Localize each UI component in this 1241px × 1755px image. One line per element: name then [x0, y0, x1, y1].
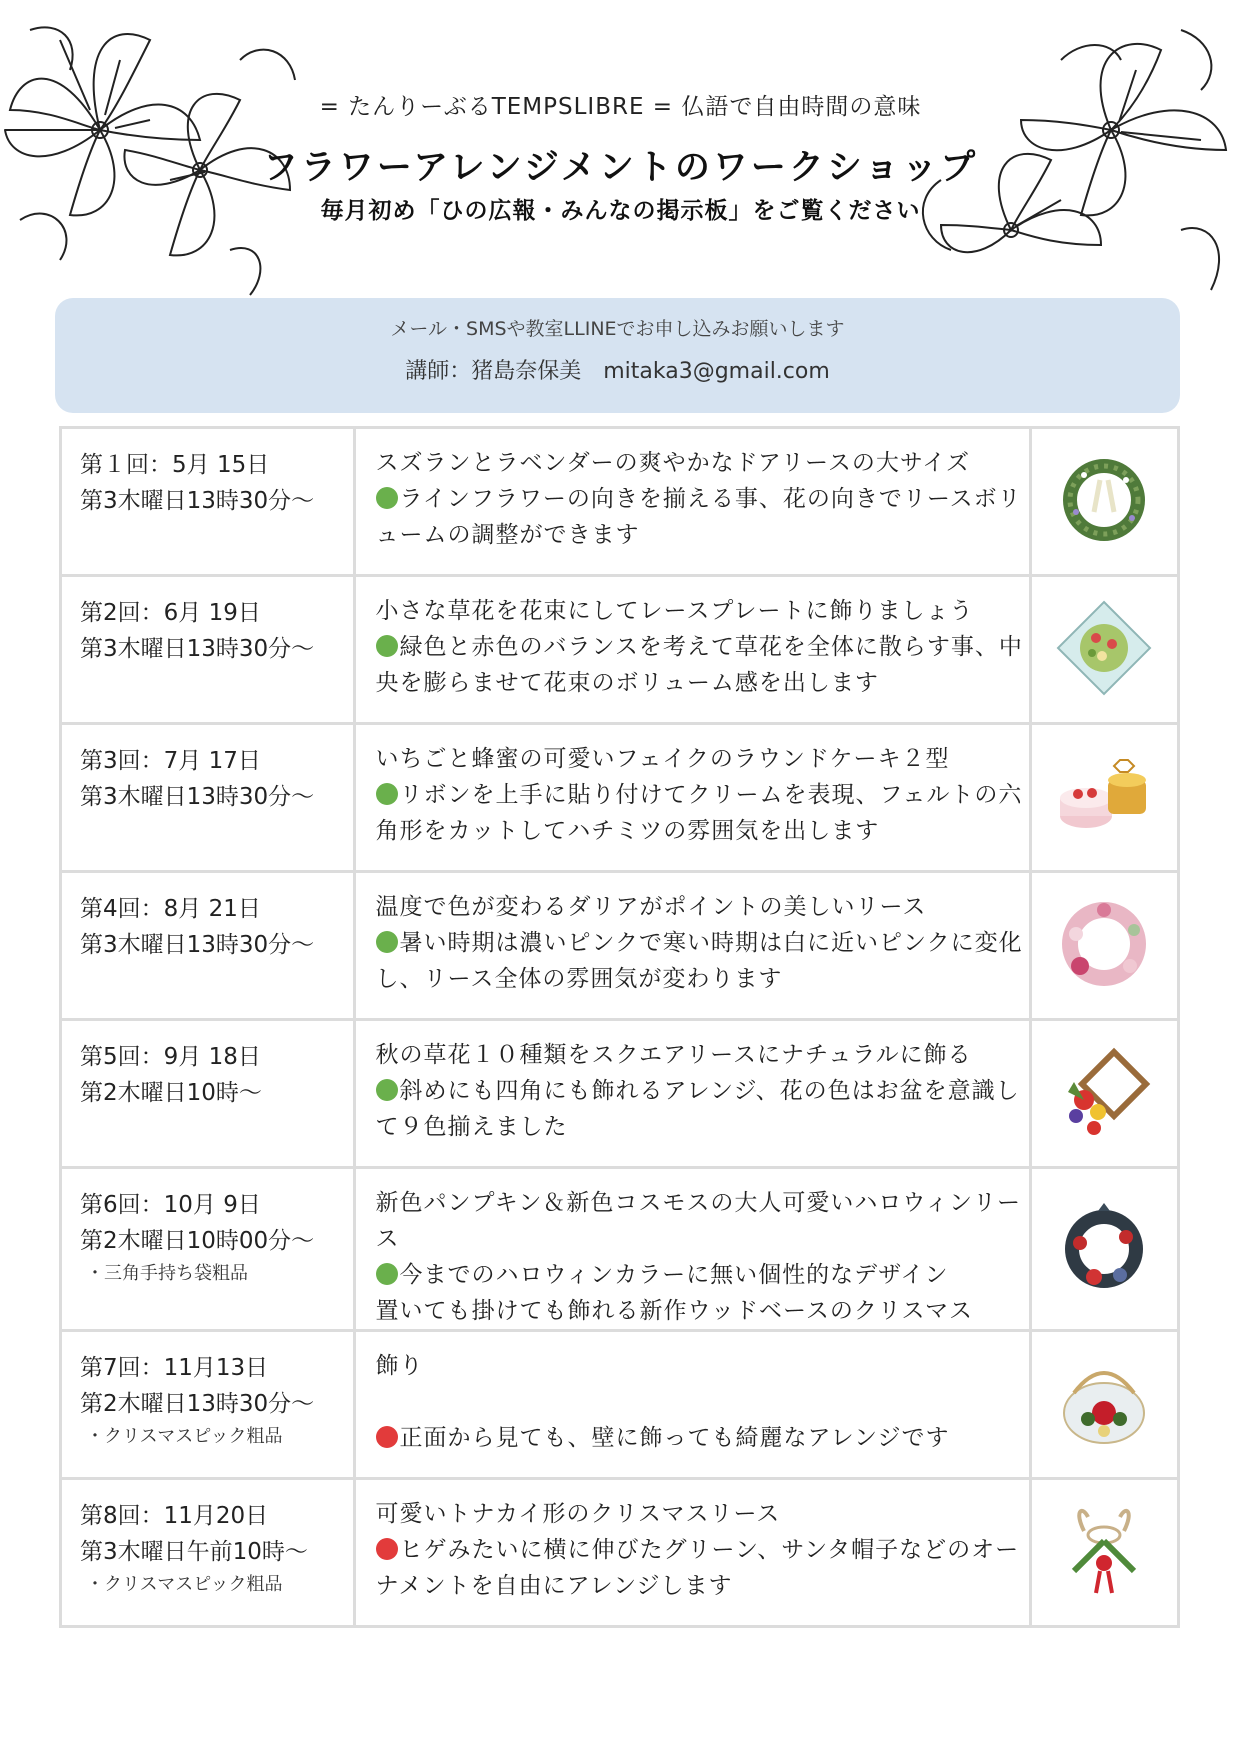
session-gift-note: ・クリスマスピック粗品	[86, 1426, 283, 1447]
christmas-basket-image	[1054, 1353, 1154, 1453]
session-date: 第5回：9月 18日	[80, 1044, 261, 1070]
green-dot-icon	[376, 635, 398, 657]
session-time: 第3木曜日13時30分〜	[80, 932, 315, 958]
session-time: 第3木曜日13時30分〜	[80, 488, 315, 514]
green-dot-icon	[376, 783, 398, 805]
session-description-cell	[354, 1020, 1030, 1168]
session-date: 第8回：11月20日	[80, 1503, 269, 1529]
page-title: フラワーアレンジメントのワークショップ	[262, 147, 979, 188]
halloween-wreath-image	[1054, 1197, 1154, 1297]
session-description-cell	[354, 1479, 1030, 1627]
session-date-cell	[61, 724, 355, 872]
session-date: 第4回：8月 21日	[80, 896, 261, 922]
green-dot-icon	[376, 931, 398, 953]
fake-cakes-image	[1054, 746, 1154, 846]
session-detail: 緑色と赤色のバランスを考えて草花を全体に散らす事、中央を膨らませて花束のボリューム感を出します	[375, 634, 1023, 696]
session-row	[61, 1479, 1179, 1627]
session-date-cell	[61, 1168, 355, 1331]
session-detail: 暑い時期は濃いピンクで寒い時期は白に近いピンクに変化し、リース全体の雰囲気が変わります	[375, 930, 1023, 992]
session-title: 飾り	[375, 1353, 424, 1379]
wreath-pink-image	[1054, 894, 1154, 994]
session-image-cell	[1030, 576, 1178, 724]
session-date-cell	[61, 872, 355, 1020]
page-subheading: 毎月初め「ひの広報・みんなの掲示板」をご覧ください	[320, 197, 921, 224]
session-gift-note: ・クリスマスピック粗品	[86, 1574, 283, 1595]
session-time: 第2木曜日10時〜	[80, 1080, 262, 1106]
session-title: 秋の草花１０種類をスクエアリースにナチュラルに飾る	[375, 1042, 972, 1068]
session-row	[61, 1331, 1179, 1479]
wreath-green-image	[1054, 450, 1154, 550]
red-dot-icon	[376, 1538, 398, 1560]
session-title: 小さな草花を花束にしてレースプレートに飾りましょう	[375, 598, 974, 624]
session-image-cell	[1030, 428, 1178, 576]
green-dot-icon	[376, 1079, 398, 1101]
session-detail: 正面から見ても、壁に飾っても綺麗なアレンジです	[399, 1425, 950, 1451]
session-gift-note: ・三角手持ち袋粗品	[86, 1263, 248, 1284]
instructor-line	[55, 354, 1180, 385]
session-date: 第3回：7月 17日	[80, 748, 261, 774]
lace-plate-bouquet-image	[1054, 598, 1154, 698]
session-title: 温度で色が変わるダリアがポイントの美しいリース	[375, 894, 927, 920]
session-detail: ラインフラワーの向きを揃える事、花の向きでリースボリュームの調整ができます	[375, 486, 1022, 548]
square-wreath-image	[1054, 1042, 1154, 1142]
session-row	[61, 1020, 1179, 1168]
session-row	[61, 576, 1179, 724]
session-image-cell	[1030, 1168, 1178, 1331]
session-time: 第3木曜日13時30分〜	[80, 636, 315, 662]
session-time: 第2木曜日13時30分〜	[80, 1391, 315, 1417]
session-image-cell	[1030, 1479, 1178, 1627]
session-date-cell	[61, 1479, 355, 1627]
session-image-cell	[1030, 872, 1178, 1020]
session-title: スズランとラベンダーの爽やかなドアリースの大サイズ	[375, 450, 970, 476]
reindeer-wreath-image	[1054, 1501, 1154, 1601]
application-notice: メール・SMSや教室LLINEでお申し込みお願いします	[390, 318, 845, 340]
session-description-cell	[354, 576, 1030, 724]
session-date: 第7回：11月13日	[80, 1355, 269, 1381]
session-description-cell	[354, 1331, 1030, 1479]
green-dot-icon	[376, 487, 398, 509]
instructor-name: 講師：猪島奈保美	[405, 359, 582, 384]
session-description-cell	[354, 428, 1030, 576]
session-description-cell	[354, 1168, 1030, 1331]
contact-info-box	[55, 298, 1180, 413]
session-title: 可愛いトナカイ形のクリスマスリース	[375, 1501, 781, 1527]
session-image-cell	[1030, 1020, 1178, 1168]
session-title: いちごと蜂蜜の可愛いフェイクのラウンドケーキ２型	[375, 746, 950, 772]
session-row	[61, 872, 1179, 1020]
session-date-cell	[61, 428, 355, 576]
session-image-cell	[1030, 1331, 1178, 1479]
header-subtitle: = たんりーぶるTEMPSLIBRE = 仏語で自由時間の意味	[319, 94, 922, 120]
session-row	[61, 1168, 1179, 1331]
session-date-cell	[61, 576, 355, 724]
session-detail: リボンを上手に貼り付けてクリームを表現、フェルトの六角形をカットしてハチミツの雰囲気を出します	[375, 782, 1023, 844]
session-time: 第2木曜日10時00分〜	[80, 1228, 315, 1254]
green-dot-icon	[376, 1263, 398, 1285]
session-title: 新色パンプキン＆新色コスモスの大人可愛いハロウィンリース	[375, 1190, 1021, 1252]
session-date-cell	[61, 1020, 355, 1168]
red-dot-icon	[376, 1426, 398, 1448]
session-date: 第１回：5月 15日	[80, 452, 270, 478]
session-date: 第6回：10月 9日	[80, 1192, 261, 1218]
session-row	[61, 724, 1179, 872]
session-date-cell	[61, 1331, 355, 1479]
contact-email[interactable]: mitaka3@gmail.com	[603, 359, 830, 384]
session-description-cell	[354, 872, 1030, 1020]
session-image-cell	[1030, 724, 1178, 872]
session-date: 第2回：6月 19日	[80, 600, 261, 626]
session-overflow-text: 置いても掛けても飾れる新作ウッドベースのクリスマス	[375, 1298, 973, 1324]
session-description-cell	[354, 724, 1030, 872]
session-time: 第3木曜日午前10時〜	[80, 1539, 308, 1565]
session-time: 第3木曜日13時30分〜	[80, 784, 315, 810]
workshop-schedule-table	[59, 426, 1180, 1628]
session-detail: ヒゲみたいに横に伸びたグリーン、サンタ帽子などのオーナメントを自由にアレンジします	[375, 1537, 1020, 1599]
session-detail: 今までのハロウィンカラーに無い個性的なデザイン	[399, 1262, 949, 1288]
session-row	[61, 428, 1179, 576]
session-detail: 斜めにも四角にも飾れるアレンジ、花の色はお盆を意識して９色揃えました	[375, 1078, 1020, 1140]
